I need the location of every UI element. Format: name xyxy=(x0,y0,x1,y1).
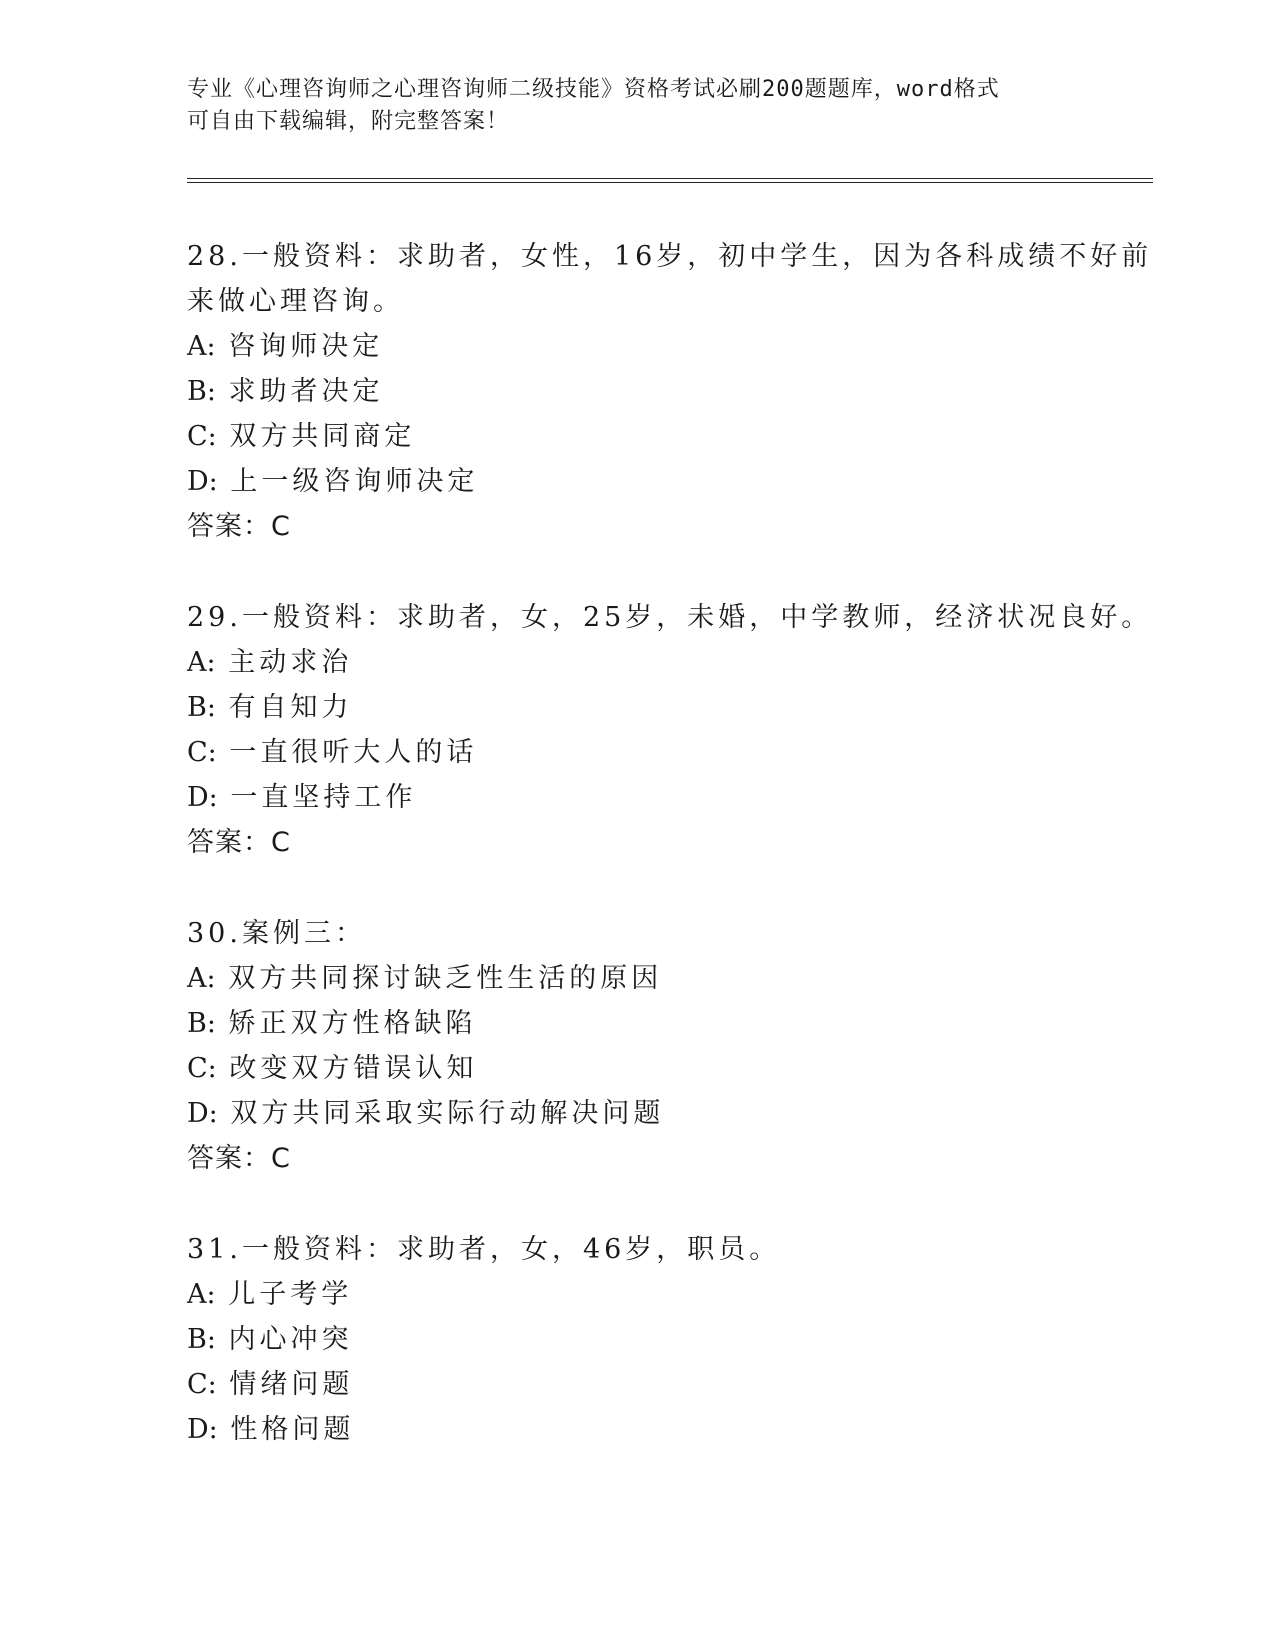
question-text-line: 28.一般资料：求助者，女性，16岁，初中学生，因为各科成绩不好前 xyxy=(187,241,1153,272)
option-letter: B: xyxy=(187,692,216,723)
option-text: 矫正双方性格缺陷 xyxy=(228,1008,477,1039)
option-text: 主动求治 xyxy=(228,647,353,678)
option-text: 情绪问题 xyxy=(229,1369,354,1400)
header-line-1: 专业《心理咨询师之心理咨询师二级技能》资格考试必刷200题题库，word格式 xyxy=(187,77,1000,102)
option-letter: D: xyxy=(187,466,218,497)
option-d xyxy=(187,1407,1107,1452)
option-a xyxy=(187,324,1107,369)
option-letter: A: xyxy=(187,963,216,994)
option-letter: D: xyxy=(187,1098,218,1129)
option-letter: B: xyxy=(187,1008,216,1039)
option-d xyxy=(187,459,1107,504)
option-letter: B: xyxy=(187,1324,216,1355)
option-letter: D: xyxy=(187,1414,218,1445)
option-c xyxy=(187,730,1107,775)
option-letter: C: xyxy=(187,1369,217,1400)
option-text: 咨询师决定 xyxy=(228,331,384,362)
option-text: 求助者决定 xyxy=(228,376,384,407)
option-b xyxy=(187,1317,1107,1362)
option-text: 儿子考学 xyxy=(228,1279,353,1310)
option-b xyxy=(187,1001,1107,1046)
option-text: 双方共同商定 xyxy=(229,421,416,452)
question-text-line: 31.一般资料：求助者，女，46岁，职员。 xyxy=(187,1234,781,1265)
option-d xyxy=(187,775,1107,820)
question-text-line: 来做心理咨询。 xyxy=(187,286,404,317)
option-text: 一直很听大人的话 xyxy=(229,737,478,768)
option-letter: D: xyxy=(187,782,218,813)
option-letter: C: xyxy=(187,737,217,768)
option-text: 双方共同探讨缺乏性生活的原因 xyxy=(228,963,663,994)
option-c xyxy=(187,1362,1107,1407)
option-letter: A: xyxy=(187,647,216,678)
document-header xyxy=(187,74,1087,138)
option-letter: C: xyxy=(187,421,217,452)
option-a xyxy=(187,956,1107,1001)
option-text: 改变双方错误认知 xyxy=(229,1053,478,1084)
question-text-line: 29.一般资料：求助者，女，25岁，未婚，中学教师，经济状况良好。 xyxy=(187,602,1153,633)
option-letter: A: xyxy=(187,1279,216,1310)
question-text-line: 30.案例三： xyxy=(187,918,366,949)
option-text: 双方共同采取实际行动解决问题 xyxy=(230,1098,665,1129)
option-letter: A: xyxy=(187,331,216,362)
option-letter: B: xyxy=(187,376,216,407)
option-letter: C: xyxy=(187,1053,217,1084)
question-29 xyxy=(187,595,1153,865)
option-d xyxy=(187,1091,1107,1136)
option-a xyxy=(187,1272,1107,1317)
option-b xyxy=(187,369,1107,414)
option-text: 性格问题 xyxy=(230,1414,355,1445)
option-a xyxy=(187,640,1107,685)
option-b xyxy=(187,685,1107,730)
header-divider xyxy=(187,178,1153,183)
option-text: 上一级咨询师决定 xyxy=(230,466,479,497)
header-line-2: 可自由下载编辑，附完整答案！ xyxy=(187,109,510,134)
option-text: 有自知力 xyxy=(228,692,353,723)
question-list xyxy=(187,234,1153,1498)
question-30 xyxy=(187,911,1107,1181)
option-text: 一直坚持工作 xyxy=(230,782,417,813)
option-text: 内心冲突 xyxy=(228,1324,353,1355)
answer-line: 答案：C xyxy=(187,511,291,542)
option-c xyxy=(187,414,1107,459)
question-31 xyxy=(187,1227,1107,1452)
option-c xyxy=(187,1046,1107,1091)
answer-line: 答案：C xyxy=(187,1143,291,1174)
answer-line: 答案：C xyxy=(187,827,291,858)
question-28 xyxy=(187,234,1153,549)
